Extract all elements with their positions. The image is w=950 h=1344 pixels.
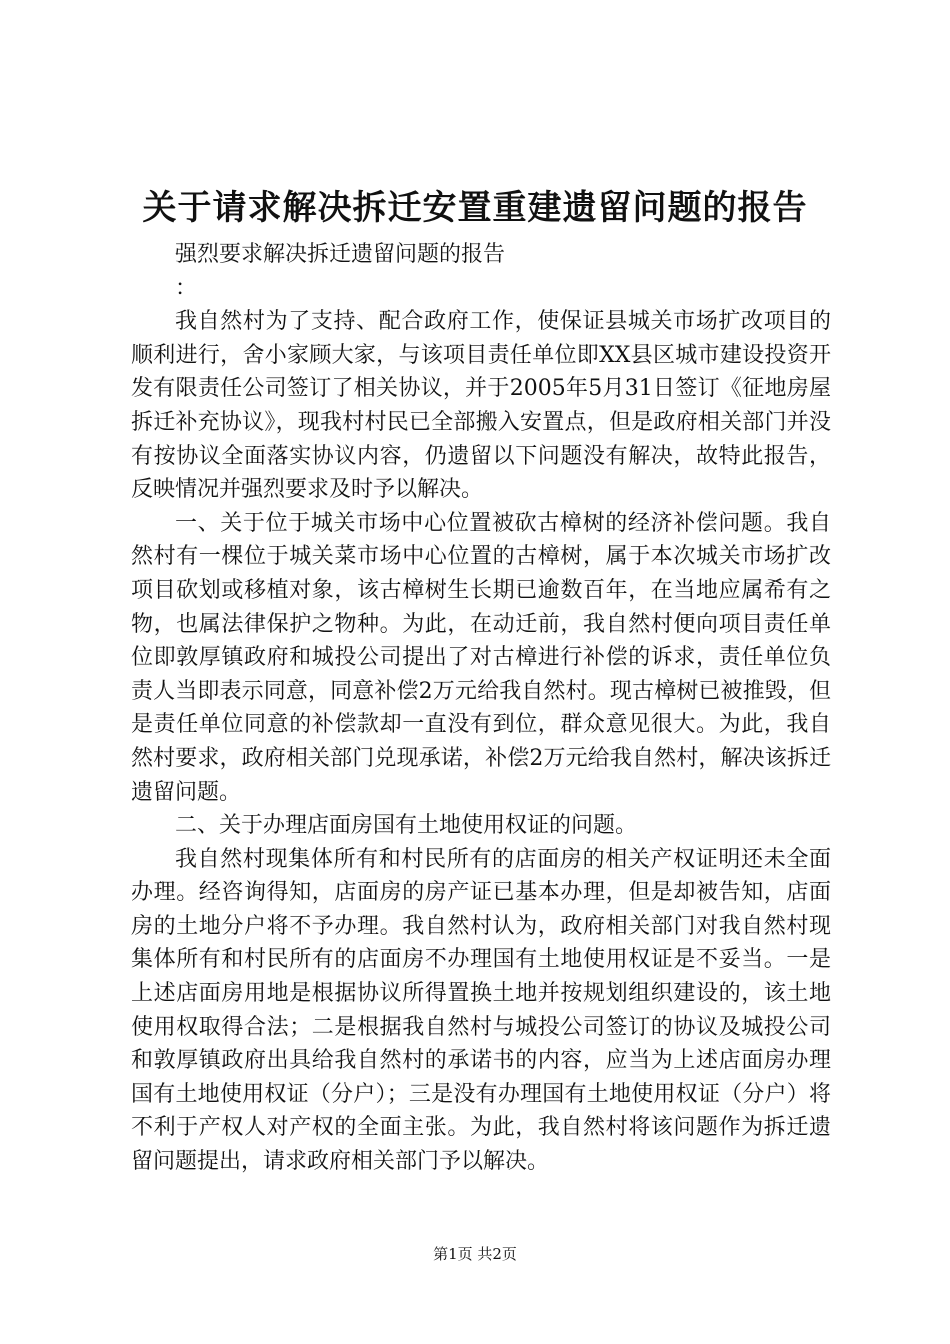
paragraph-intro: 我自然村为了支持、配合政府工作，使保证县城关市场扩改项目的顺利进行，舍小家顾大家，与该项目责任单位即XX县区城市建设投资开发有限责任公司签订了相关协议，并于2005年5月31日签订《征地房屋拆迁补充协议》，现我村村民已全部搬入安置点，但是政府相关部门并没有按协议全面落实协议内容，仍遗留以下问题没有解决，故特此报告，反映情况并强烈要求及时予以解决。	[131, 309, 831, 503]
page-indicator: 第1页 共2页	[433, 1245, 517, 1263]
paragraph-item-one: 一、关于位于城关市场中心位置被砍古樟树的经济补偿问题。我自然村有一棵位于城关菜市场中心位置的古樟树，属于本次城关市场扩改项目砍划或移植对象，该古樟树生长期已逾数百年，在当地应属希有之物，也属法律保护之物种。为此，在动迁前，我自然村便向项目责任单位即敦厚镇政府和城投公司提出了对古樟进行补偿的诉求，责任单位负责人当即表示同意，同意补偿2万元给我自然村。现古樟树已被推毁，但是责任单位同意的补偿款却一直没有到位，群众意见很大。为此，我自然村要求，政府相关部门兑现承诺，补偿2万元给我自然村，解决该拆迁遗留问题。	[131, 510, 831, 805]
document-body	[131, 238, 831, 1179]
paragraph-item-two-heading: 二、关于办理店面房国有土地使用权证的问题。	[175, 813, 638, 839]
subtitle-line: 强烈要求解决拆迁遗留问题的报告	[175, 242, 506, 267]
document-title: 关于请求解决拆迁安置重建遗留问题的报告	[142, 188, 808, 228]
paragraph-item-two-body: 我自然村现集体所有和村民所有的店面房的相关产权证明还未全面办理。经咨询得知，店面房的房产证已基本办理，但是却被告知，店面房的土地分户将不予办理。我自然村认为，政府相关部门对我自然村现集体所有和村民所有的店面房不办理国有土地使用权证是不妥当。一是上述店面房用地是根据协议所得置换土地并按规划组织建设的，该土地使用权取得合法；二是根据我自然村与城投公司签订的协议及城投公司和敦厚镇政府出具给我自然村的承诺书的内容，应当为上述店面房办理国有土地使用权证（分户）；三是没有办理国有土地使用权证（分户）将不利于产权人对产权的全面主张。为此，我自然村将该问题作为拆迁遗留问题提出，请求政府相关部门予以解决。	[131, 846, 831, 1175]
salutation-colon: ：	[175, 275, 198, 301]
